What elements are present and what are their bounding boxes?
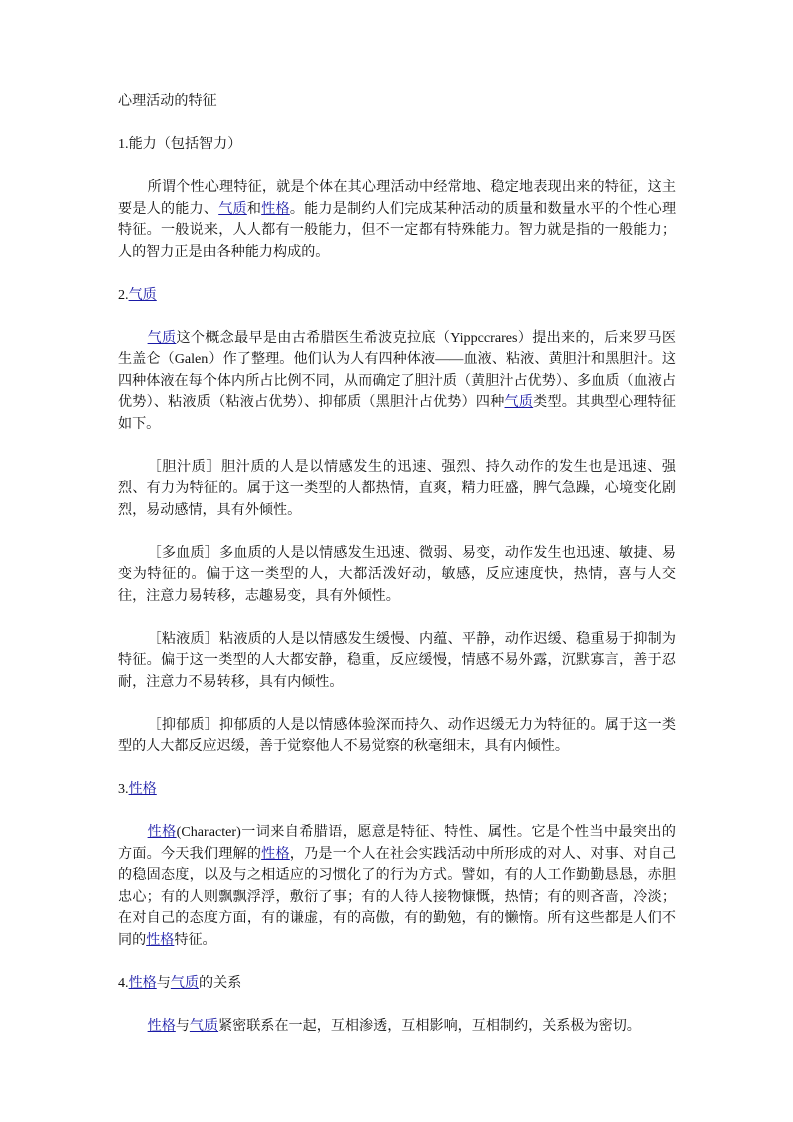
- document-title: [118, 91, 676, 113]
- term-link[interactable]: 性格: [261, 845, 290, 862]
- text-segment: 3.: [118, 781, 129, 797]
- body-paragraph: [118, 543, 676, 608]
- text-segment: ［粘液质］粘液质的人是以情感发生缓慢、内蕴、平静，动作迟缓、稳重易于抑制为特征。偏于这一类型的人大都安静，稳重，反应缓慢，情感不易外露，沉默寡言，善于忍耐，注意力不易转移，具有内倾性。: [118, 630, 676, 690]
- term-link[interactable]: 气质: [147, 329, 177, 346]
- term-link[interactable]: 性格: [146, 931, 175, 948]
- term-link[interactable]: 气质: [504, 394, 534, 410]
- term-link[interactable]: 性格: [261, 200, 290, 217]
- text-segment: ［胆汁质］胆汁质的人是以情感发生的迅速、强烈、持久动作的发生也是迅速、强烈、有力为特征的。属于这一类型的人都热情，直爽，精力旺盛，脾气急躁，心境变化剧烈，易动感情，具有外倾性。: [118, 458, 676, 518]
- body-paragraph: [118, 715, 676, 758]
- text-segment: 4.: [118, 974, 129, 991]
- text-segment: 。能力是制约人们完成某种活动的质量和数量水平的个性心理特征。一般说来，人人都有一般能力，但不一定都有特殊能力。智力就是指的一般能力；人的智力正是由各种能力构成的。: [118, 200, 677, 260]
- section-heading: [118, 285, 676, 307]
- text-segment: 与: [175, 1017, 190, 1034]
- term-link[interactable]: 气质: [170, 974, 200, 991]
- text-segment: 心理活动的特征: [118, 93, 217, 109]
- term-link[interactable]: 性格: [147, 824, 177, 840]
- text-segment: ［多血质］多血质的人是以情感发生迅速、微弱、易变，动作发生也迅速、敏捷、易变为特征的。偏于这一类型的人，大都活泼好动，敏感，反应速度快，热情，喜与人交往，注意力易转移，志趣易变，具有外倾性。: [118, 544, 676, 604]
- text-segment: 紧密联系在一起，互相渗透，互相影响，互相制约，关系极为密切。: [218, 1017, 641, 1034]
- body-paragraph: [118, 822, 676, 951]
- term-link[interactable]: 性格: [147, 1017, 176, 1034]
- body-paragraph: [118, 328, 676, 436]
- text-segment: 和: [246, 200, 262, 217]
- body-paragraph: [118, 629, 676, 694]
- body-paragraph: [118, 177, 676, 263]
- text-segment: 1.能力（包括智力）: [118, 136, 242, 152]
- text-segment: 这个概念最早是由古希腊医生希波克拉底（Yippccrares）提出来的，后来罗马医生盖仑（Galen）作了整理。他们认为人有四种体液——血液、粘液、黄胆汁和黑胆汁。这四种体液在每个体内所占比例不同，从而确定了胆汁质（黄胆汁占优势）、多血质（血液占优势）、粘液质（粘液占优势）、抑郁质（黑胆汁占优势）四种: [118, 329, 676, 410]
- document-body: [118, 91, 676, 1059]
- section-heading: [118, 779, 676, 801]
- text-segment: (Character)一词来自希腊语，愿意是特征、特性、属性。它是个性当中最突出的方面。今天我们理解的: [118, 824, 676, 862]
- text-segment: 的关系: [199, 974, 242, 991]
- text-segment: ［抑郁质］抑郁质的人是以情感体验深而持久、动作迟缓无力为特征的。属于这一类型的人大都反应迟缓，善于觉察他人不易觉察的秋毫细末，具有内倾性。: [118, 716, 676, 754]
- text-segment: 与: [156, 974, 171, 991]
- term-link[interactable]: 性格: [128, 974, 157, 991]
- term-link[interactable]: 气质: [189, 1017, 219, 1034]
- term-link[interactable]: 气质: [128, 286, 157, 303]
- section-heading: [118, 134, 676, 156]
- text-segment: 所谓个性心理特征，就是个体在其心理活动中经常地、稳定地表现出来的特征，这主要是人的能力、: [118, 179, 676, 217]
- text-segment: 特征。: [174, 931, 217, 948]
- term-link[interactable]: 性格: [128, 781, 157, 797]
- term-link[interactable]: 气质: [218, 200, 247, 217]
- section-heading: [118, 973, 676, 995]
- text-segment: 类型。其典型心理特征如下。: [118, 394, 677, 432]
- body-paragraph: [118, 1016, 676, 1038]
- text-segment: ，乃是一个人在社会实践活动中所形成的对人、对事、对自己的稳固态度，以及与之相适应的习惯化了的行为方式。譬如，有的人工作勤勤恳恳，赤胆忠心；有的人则飘飘浮浮，敷衍了事；有的人待人接物慷慨，热情；有的则吝啬，冷淡；在对自己的态度方面，有的谦虚，有的高傲，有的勤勉，有的懒惰。所有这些都是人们不同的: [118, 845, 677, 948]
- text-segment: 2.: [118, 286, 129, 303]
- body-paragraph: [118, 457, 676, 522]
